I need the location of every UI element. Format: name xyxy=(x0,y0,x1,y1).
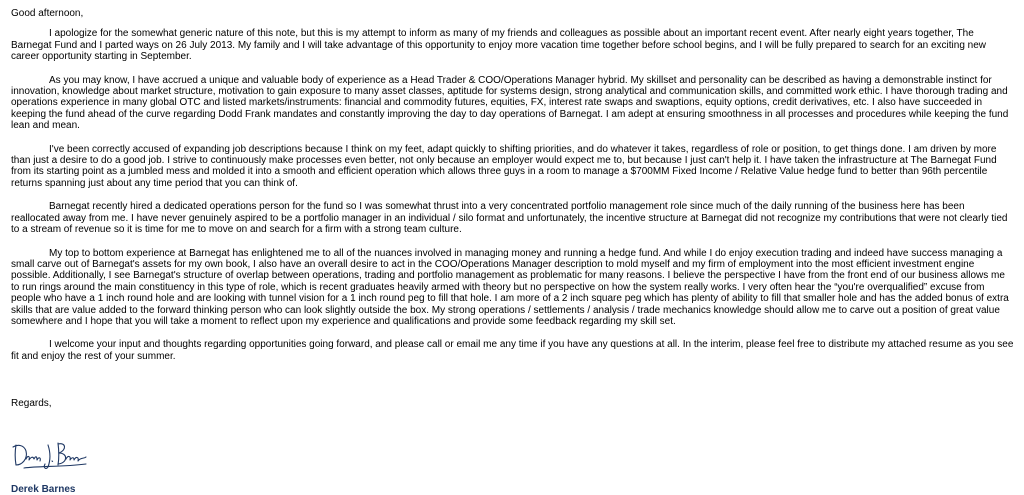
letter-body xyxy=(11,8,1016,374)
paragraph-job-descriptions: I've been correctly accused of expanding job descriptions because I think on my feet, adapt quickly to shifting priorities, and do whatever it takes, regardless of role or position, to get things done. I am driven by more than just a desire to do a good job. I strive to continuously make processes even better, not only because an employer would expect me to, but because I just can't help it. I have taken the infrastructure at The Barnegat Fund from its starting point as a jumbled mess and molded it into a smooth and efficient operation which allows three guys in a room to manage a $700MM Fixed Income / Relative Value hedge fund to better than 96th percentile returns spanning just about any time period that you can think of. xyxy=(11,143,997,189)
paragraph-perspective: My top to bottom experience at Barnegat has enlightened me to all of the nuances involved in managing money and running a hedge fund. And while I do enjoy execution trading and indeed have success managing a small carve out of Barnegat's assets for my own book, I also have an overall desire to act in the COO/Operations Manager description to mold myself and my firm of employment into the most efficient investment engine possible. Additionally, I see Barnegat's structure of overlap between operations, trading and portfolio management as problematic for many reasons. I believe the perspective I have from the front end of our business allows me to run rings around the main constituency in this type of role, which is recent graduates heavily armed with theory but no perspective on how the system really works. I very often hear the “you're overqualified” excuse from people who have a 1 inch round hole and are looking with tunnel vision for a 1 inch round peg to fill that hole. I am more of a 2 inch square peg which has plenty of ability to fill that smaller hole and has the added bonus of extra skills that are value added to the forward thinking person who can look slightly outside the box. My strong operations / settlements / analysis / trade mechanics knowledge should allow me to carve out a position of great value somewhere and I hope that you will take a moment to reflect upon my experience and qualifications and provide some feedback regarding my skill set. xyxy=(11,247,1009,327)
greeting: Good afternoon, xyxy=(11,8,84,19)
paragraph-role-change: Barnegat recently hired a dedicated operations person for the fund so I was somewhat thrust into a very concentrated portfolio management role since much of the daily running of the business here has been reallocated away from me. I have never genuinely aspired to be a portfolio manager in an individual / silo format and unfortunately, the incentive structure at Barnegat did not recognize my contributions that were not clearly tied to a stream of revenue so it is time for me to move on and search for a firm with a strong team culture. xyxy=(11,201,1008,236)
paragraph-announcement: I apologize for the somewhat generic nature of this note, but this is my attempt to inform as many of my friends and colleagues as possible about an important recent event. After nearly eight years together, The Barnegat Fund and I parted ways on 26 July 2013. My family and I will take advantage of this opportunity to enjoy more vacation time together before school begins, and I will be fully prepared to search for an exciting new career opportunity starting in September. xyxy=(11,28,986,63)
signature-name: Derek Barnes xyxy=(11,484,76,495)
paragraph-experience: As you may know, I have accrued a unique and valuable body of experience as a Head Trader & COO/Operations Manager hybrid. My skillset and personality can be described as having a demonstrable instinct for innovation, knowledge about market structure, motivation to gain exposure to many asset classes, aptitude for systems design, strong analytical and communication skills, and committed work ethic. I have thorough trading and operations experience in many global OTC and listed markets/instruments: financial and commodity futures, equities, FX, interest rate swaps and swaptions, equity options, credit derivatives, etc. I also have succeeded in keeping the fund ahead of the curve regarding Dodd Frank mandates and constantly improving the day to day operations of Barnegat. I am adept at ensuring smoothness in all processes and procedures while keeping the fund lean and mean. xyxy=(11,74,1009,132)
handwritten-signature-icon xyxy=(10,437,90,473)
paragraph-closing-request: I welcome your input and thoughts regarding opportunities going forward, and please call or email me any time if you have any questions at all. In the interim, please feel free to distribute my attached resume as you see fit and enjoy the rest of your summer. xyxy=(11,339,1014,362)
closing-regards: Regards, xyxy=(11,398,52,409)
